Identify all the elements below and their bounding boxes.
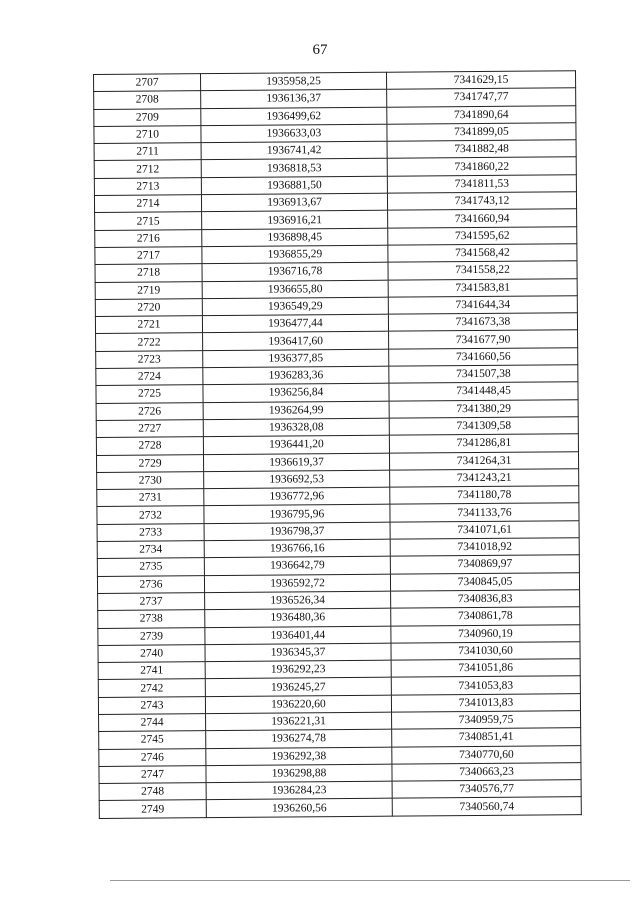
x-coordinate-cell: 1936220,60 <box>205 695 391 714</box>
x-coordinate-cell: 1936136,37 <box>201 89 387 108</box>
y-coordinate-cell: 7341583,81 <box>388 278 577 297</box>
y-coordinate-cell: 7341030,60 <box>391 641 580 660</box>
y-coordinate-cell: 7341448,45 <box>389 382 578 401</box>
x-coordinate-cell: 1936292,38 <box>206 747 392 766</box>
y-coordinate-cell: 7340845,05 <box>390 572 579 591</box>
y-coordinate-cell: 7340960,19 <box>391 624 580 643</box>
point-number-cell: 2737 <box>98 593 205 611</box>
point-number-cell: 2733 <box>97 523 204 541</box>
y-coordinate-cell: 7341133,76 <box>390 503 579 522</box>
x-coordinate-cell: 1936298,88 <box>206 764 392 783</box>
x-coordinate-cell: 1936898,45 <box>202 228 388 247</box>
table-row <box>99 797 581 818</box>
point-number-cell: 2707 <box>94 74 201 92</box>
point-number-cell: 2710 <box>94 126 201 144</box>
y-coordinate-cell: 7341243,21 <box>390 469 579 488</box>
x-coordinate-cell: 1936818,53 <box>201 159 387 178</box>
page-bottom-rule <box>110 880 630 881</box>
point-number-cell: 2739 <box>98 627 205 645</box>
point-number-cell: 2708 <box>94 91 201 109</box>
y-coordinate-cell: 7341860,22 <box>387 157 576 176</box>
point-number-cell: 2718 <box>95 264 202 282</box>
point-number-cell: 2730 <box>97 471 204 489</box>
x-coordinate-cell: 1936377,85 <box>203 349 389 368</box>
x-coordinate-cell: 1936477,44 <box>202 314 388 333</box>
y-coordinate-cell: 7341309,58 <box>389 417 578 436</box>
y-coordinate-cell: 7341071,61 <box>390 520 579 539</box>
page-number: 67 <box>312 42 328 58</box>
x-coordinate-cell: 1936716,78 <box>202 262 388 281</box>
x-coordinate-cell: 1936633,03 <box>201 124 387 143</box>
point-number-cell: 2720 <box>95 299 202 317</box>
x-coordinate-cell: 1936741,42 <box>201 141 387 160</box>
point-number-cell: 2724 <box>96 368 203 386</box>
y-coordinate-cell: 7341568,42 <box>388 244 577 263</box>
y-coordinate-cell: 7341051,86 <box>391 659 580 678</box>
x-coordinate-cell: 1936692,53 <box>204 470 390 489</box>
point-number-cell: 2747 <box>99 766 206 784</box>
point-number-cell: 2740 <box>98 644 205 662</box>
y-coordinate-cell: 7341660,56 <box>389 347 578 366</box>
y-coordinate-cell: 7341899,05 <box>387 123 576 142</box>
x-coordinate-cell: 1936526,34 <box>205 591 391 610</box>
point-number-cell: 2735 <box>97 558 204 576</box>
y-coordinate-cell: 7340560,74 <box>392 797 581 816</box>
x-coordinate-cell: 1936221,31 <box>206 712 392 731</box>
point-number-cell: 2745 <box>99 731 206 749</box>
x-coordinate-cell: 1936881,50 <box>201 176 387 195</box>
coordinates-table-body <box>94 71 582 819</box>
point-number-cell: 2723 <box>96 350 203 368</box>
x-coordinate-cell: 1936772,96 <box>204 487 390 506</box>
x-coordinate-cell: 1936655,80 <box>202 280 388 299</box>
y-coordinate-cell: 7341629,15 <box>386 71 575 90</box>
x-coordinate-cell: 1936766,16 <box>204 539 390 558</box>
x-coordinate-cell: 1936401,44 <box>205 626 391 645</box>
point-number-cell: 2729 <box>96 454 203 472</box>
x-coordinate-cell: 1936328,08 <box>203 418 389 437</box>
point-number-cell: 2711 <box>94 143 201 161</box>
coordinates-table <box>93 70 582 819</box>
x-coordinate-cell: 1936916,21 <box>202 211 388 230</box>
x-coordinate-cell: 1936642,79 <box>204 556 390 575</box>
y-coordinate-cell: 7341747,77 <box>387 88 576 107</box>
y-coordinate-cell: 7341660,94 <box>388 209 577 228</box>
point-number-cell: 2738 <box>98 610 205 628</box>
x-coordinate-cell: 1936245,27 <box>205 678 391 697</box>
y-coordinate-cell: 7341558,22 <box>388 261 577 280</box>
y-coordinate-cell: 7341673,38 <box>388 313 577 332</box>
y-coordinate-cell: 7341018,92 <box>390 538 579 557</box>
y-coordinate-cell: 7340576,77 <box>392 780 581 799</box>
point-number-cell: 2717 <box>95 247 202 265</box>
x-coordinate-cell: 1936274,78 <box>206 729 392 748</box>
y-coordinate-cell: 7341644,34 <box>388 296 577 315</box>
x-coordinate-cell: 1936798,37 <box>204 522 390 541</box>
y-coordinate-cell: 7341743,12 <box>387 192 576 211</box>
point-number-cell: 2716 <box>95 229 202 247</box>
point-number-cell: 2714 <box>94 195 201 213</box>
y-coordinate-cell: 7341595,62 <box>388 226 577 245</box>
y-coordinate-cell: 7340861,78 <box>391 607 580 626</box>
x-coordinate-cell: 1936795,96 <box>204 505 390 524</box>
x-coordinate-cell: 1936417,60 <box>203 332 389 351</box>
x-coordinate-cell: 1936345,37 <box>205 643 391 662</box>
x-coordinate-cell: 1936284,23 <box>206 781 392 800</box>
x-coordinate-cell: 1936260,56 <box>206 799 392 818</box>
y-coordinate-cell: 7341053,83 <box>391 676 580 695</box>
y-coordinate-cell: 7341013,83 <box>391 693 580 712</box>
y-coordinate-cell: 7340869,97 <box>390 555 579 574</box>
point-number-cell: 2746 <box>99 748 206 766</box>
y-coordinate-cell: 7341180,78 <box>390 486 579 505</box>
point-number-cell: 2743 <box>98 696 205 714</box>
y-coordinate-cell: 7340836,83 <box>391 590 580 609</box>
point-number-cell: 2736 <box>97 575 204 593</box>
y-coordinate-cell: 7341507,38 <box>389 365 578 384</box>
point-number-cell: 2741 <box>98 662 205 680</box>
point-number-cell: 2721 <box>95 316 202 334</box>
point-number-cell: 2719 <box>95 281 202 299</box>
x-coordinate-cell: 1936283,36 <box>203 366 389 385</box>
point-number-cell: 2728 <box>96 437 203 455</box>
x-coordinate-cell: 1936549,29 <box>202 297 388 316</box>
x-coordinate-cell: 1936441,20 <box>203 435 389 454</box>
y-coordinate-cell: 7340663,23 <box>392 763 581 782</box>
x-coordinate-cell: 1936264,99 <box>203 401 389 420</box>
point-number-cell: 2726 <box>96 402 203 420</box>
x-coordinate-cell: 1936592,72 <box>204 574 390 593</box>
x-coordinate-cell: 1936480,36 <box>205 608 391 627</box>
point-number-cell: 2727 <box>96 420 203 438</box>
y-coordinate-cell: 7341286,81 <box>389 434 578 453</box>
x-coordinate-cell: 1936292,23 <box>205 660 391 679</box>
y-coordinate-cell: 7341811,53 <box>387 174 576 193</box>
point-number-cell: 2731 <box>97 489 204 507</box>
x-coordinate-cell: 1936855,29 <box>202 245 388 264</box>
point-number-cell: 2742 <box>98 679 205 697</box>
point-number-cell: 2712 <box>94 160 201 178</box>
point-number-cell: 2722 <box>96 333 203 351</box>
point-number-cell: 2732 <box>97 506 204 524</box>
y-coordinate-cell: 7341264,31 <box>389 451 578 470</box>
point-number-cell: 2709 <box>94 108 201 126</box>
x-coordinate-cell: 1936499,62 <box>201 107 387 126</box>
y-coordinate-cell: 7340851,41 <box>392 728 581 747</box>
point-number-cell: 2744 <box>99 714 206 732</box>
y-coordinate-cell: 7341890,64 <box>387 105 576 124</box>
x-coordinate-cell: 1936256,84 <box>203 384 389 403</box>
y-coordinate-cell: 7341380,29 <box>389 399 578 418</box>
point-number-cell: 2713 <box>94 177 201 195</box>
point-number-cell: 2749 <box>99 800 206 818</box>
y-coordinate-cell: 7341882,48 <box>387 140 576 159</box>
x-coordinate-cell: 1935958,25 <box>201 72 387 91</box>
y-coordinate-cell: 7340770,60 <box>392 745 581 764</box>
x-coordinate-cell: 1936619,37 <box>203 453 389 472</box>
point-number-cell: 2734 <box>97 541 204 559</box>
y-coordinate-cell: 7340959,75 <box>392 711 581 730</box>
y-coordinate-cell: 7341677,90 <box>389 330 578 349</box>
x-coordinate-cell: 1936913,67 <box>201 193 387 212</box>
point-number-cell: 2748 <box>99 783 206 801</box>
point-number-cell: 2715 <box>95 212 202 230</box>
point-number-cell: 2725 <box>96 385 203 403</box>
